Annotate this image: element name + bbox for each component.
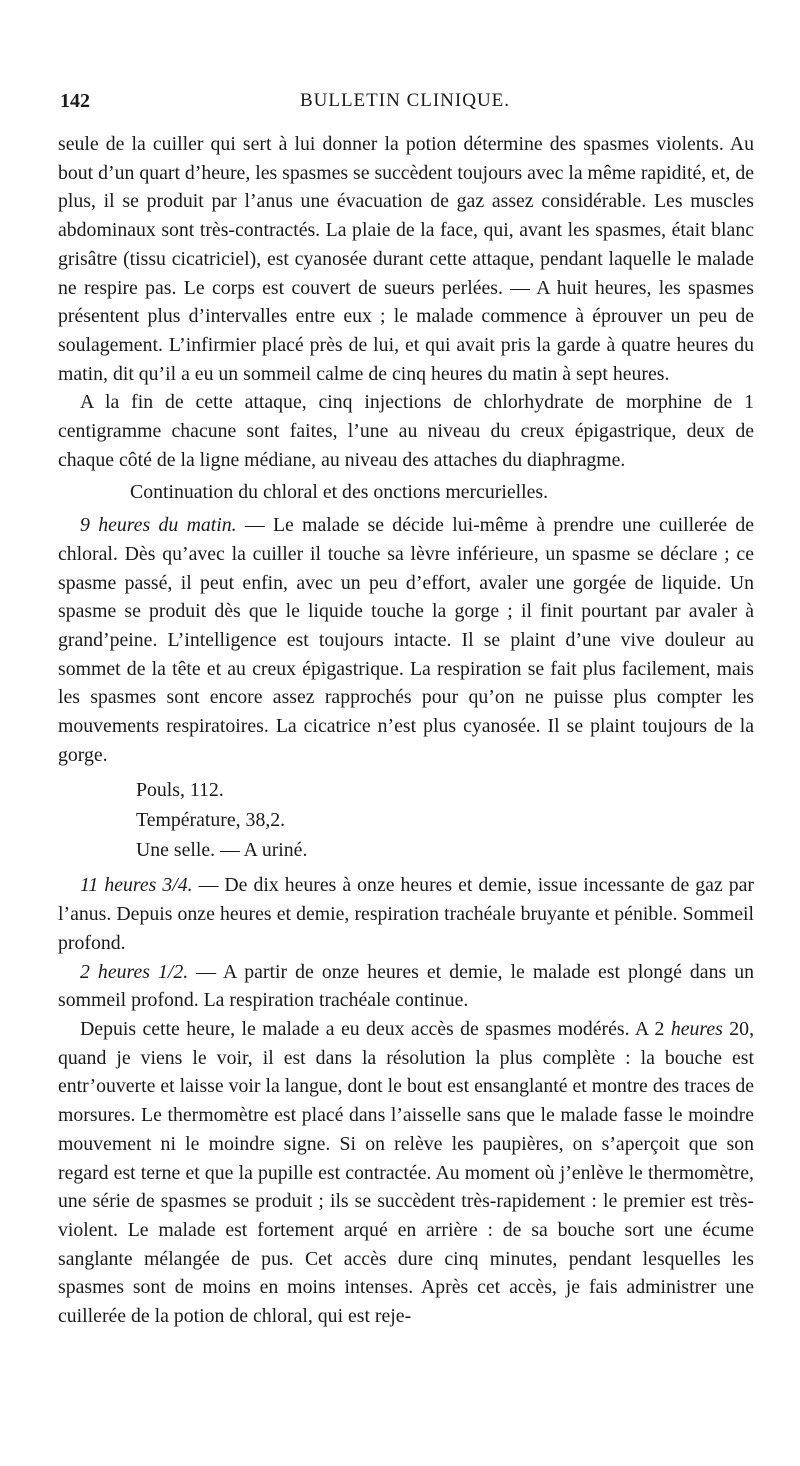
paragraph-since-b: 20, quand je viens le voir, il est dans la résolution la plus complète : la bouche est entr’ouverte et laisse voir la langue, dont le bout est ensanglanté et montre des traces de morsures. Le thermomètre est placé dans l’aisselle sans que le malade fasse le moindre mouvement ni le moindre signe. Si on relève les paupières, on s’aperçoit que son regard est terne et que la pupille est contractée. Au moment où j’enlève le thermomètre, une série de spasmes se produit ; ils se succèdent très-rapidement : le premier est très-violent. Le malade est fortement arqué en arrière : de sa bouche sort une écume sanglante mélangée de pus. Cet accès dure cinq minutes, pendant lesquelles les spasmes sont de moins en moins intenses. Après cet accès, je fais administrer une cuillerée de la potion de chloral, qui est reje- bbox=[58, 1017, 755, 1328]
time-heading-2h: 2 heures 1/2. bbox=[80, 960, 189, 983]
vitals-temperature: Température, 38,2. bbox=[136, 809, 286, 832]
running-title: BULLETIN CLINIQUE. bbox=[299, 90, 511, 111]
paragraph-continuation-chloral: Continuation du chloral et des onctions mercurielles. bbox=[130, 481, 549, 504]
paragraph-since-a: Depuis cette heure, le malade a eu deux accès de spasmes modérés. A 2 bbox=[80, 1017, 671, 1040]
paragraph-since bbox=[58, 1015, 754, 1331]
page-header bbox=[60, 90, 750, 120]
paragraph-injections: A la fin de cette attaque, cinq injections de chlorhydrate de morphine de 1 centigramme chacune sont faites, l’une au niveau du creux épigastrique, deux de chaque côté de la ligne médiane, au niveau des attaches du diaphragme. bbox=[58, 391, 754, 471]
vitals-pulse: Pouls, 112. bbox=[136, 779, 224, 802]
time-heading-11h: 11 heures 3/4. bbox=[80, 874, 193, 897]
page-number: 142 bbox=[60, 90, 90, 112]
paragraph-2h-text: — A partir de onze heures et demie, le malade est plongé dans un sommeil profond. La respiration trachéale continue. bbox=[58, 960, 754, 1012]
paragraph-continuation: seule de la cuiller qui sert à lui donner la potion détermine des spasmes violents. Au bout d’un quart d’heure, les spasmes se succèdent toujours avec la même rapidité, et, de plus, il se produit par l’anus une évacuation de gaz assez considérable. Les muscles abdominaux sont très-contractés. La plaie de la face, qui, avant les spasmes, était blanc grisâtre (tissu cicatriciel), est cyanosée durant cette attaque, pendant laquelle le malade ne respire pas. Le corps est couvert de sueurs perlées. — A huit heures, les spasmes présentent plus d’intervalles entre eux ; le malade commence à éprouver un peu de soulagement. L’infirmier placé près de lui, et qui avait pris la garde à quatre heures du matin, dit qu’il a eu un sommeil calme de cinq heures du matin à sept heures. bbox=[58, 133, 754, 385]
time-heading-9h: 9 heures du matin. bbox=[80, 514, 237, 537]
page-body bbox=[58, 130, 754, 1331]
vitals-stool: Une selle. — A uriné. bbox=[136, 839, 308, 862]
paragraph-2h bbox=[58, 958, 754, 1015]
paragraph-11h bbox=[58, 871, 754, 957]
vitals-list bbox=[58, 775, 754, 865]
paragraph-9h bbox=[58, 511, 754, 769]
paragraph-since-italic: heures bbox=[670, 1017, 723, 1040]
paragraph-9h-text: — Le malade se décide lui-même à prendre une cuillerée de chloral. Dès qu’avec la cuiller il touche sa lèvre inférieure, un spasme se déclare ; ce spasme passé, il peut enfin, avec un peu d’effort, avaler une gorgée de liquide. Un spasme se produit dès que le liquide touche la gorge ; il finit pourtant par avaler à grand’peine. L’intelligence est toujours intacte. Il se plaint d’une vive douleur au sommet de la tête et au creux épigastrique. La respiration se fait plus facilement, mais les spasmes sont encore assez rapprochés pour qu’on ne puisse plus compter les mouvements respiratoires. La cicatrice n’est plus cyanosée. Il se plaint toujours de la gorge. bbox=[58, 514, 755, 766]
paragraph-11h-text: — De dix heures à onze heures et demie, issue incessante de gaz par l’anus. Depuis onze heures et demie, respiration trachéale bruyante et pénible. Sommeil profond. bbox=[58, 874, 754, 954]
